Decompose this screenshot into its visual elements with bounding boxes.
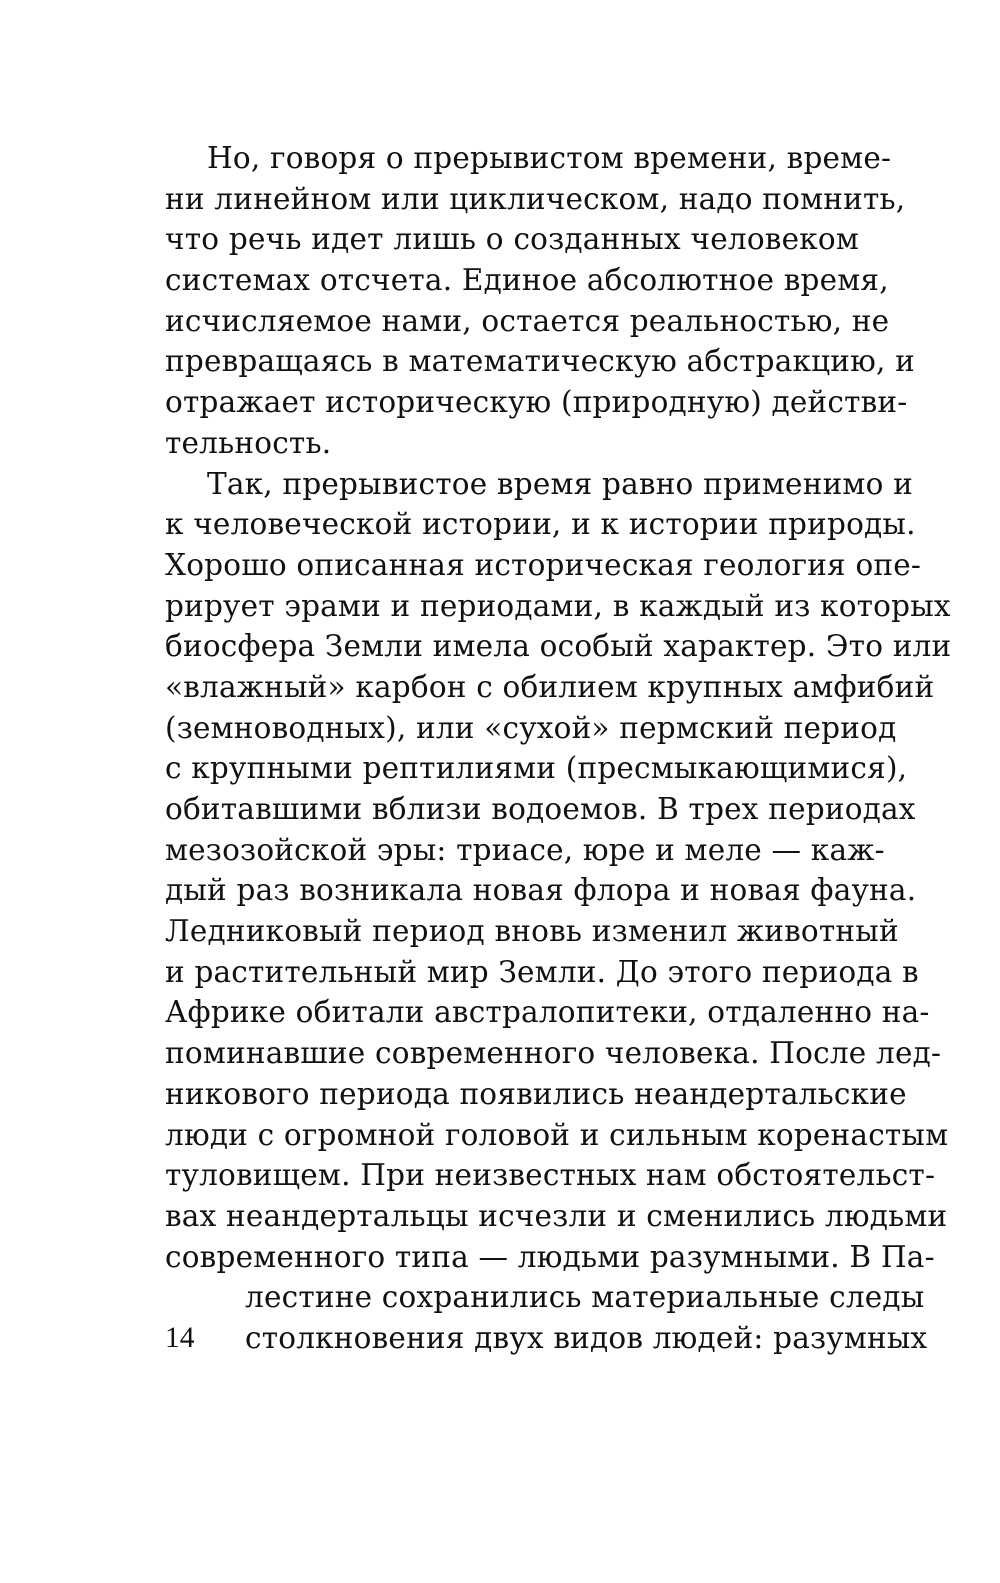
text-line: столкновения двух видов людей: разумных (245, 1320, 928, 1355)
text-line: что речь идет лишь о созданных человеком (165, 222, 859, 257)
paragraph-2 (165, 464, 952, 1359)
text-line: и растительный мир Земли. До этого периода в (165, 954, 919, 989)
text-line: Ледниковый период вновь изменил животный (165, 914, 899, 949)
text-line: тельность. (165, 425, 332, 460)
text-line: вах неандертальцы исчезли и сменились людьми (165, 1198, 948, 1233)
text-line: туловищем. При неизвестных нам обстоятельст- (165, 1158, 936, 1193)
text-line: рирует эрами и периодами, в каждый из которых (165, 588, 951, 623)
page-text (165, 138, 952, 1359)
text-line: ни линейном или циклическом, надо помнить, (165, 181, 906, 216)
text-line: обитавшими вблизи водоемов. В трех периодах (165, 792, 916, 826)
page-number: 14 (165, 1321, 195, 1354)
text-line: «влажный» карбон с обилием крупных амфибий (165, 669, 935, 704)
text-line: Африке обитали австралопитеки, отдаленно на- (165, 995, 930, 1030)
text-line: Хорошо описанная историческая геология опе- (165, 547, 922, 582)
footer-line (165, 1318, 928, 1359)
text-line: с крупными рептилиями (пресмыкающимися), (165, 751, 908, 786)
text-line: современного типа — людьми разумными. В Па- (165, 1239, 935, 1274)
text-line: биосфера Земли имела особый характер. Это или (165, 629, 952, 664)
text-line: люди с огромной головой и сильным коренастым (165, 1117, 949, 1152)
text-line: никового периода появились неандертальские (165, 1076, 907, 1111)
text-line: Так, прерывистое время равно применимо и (207, 466, 913, 501)
text-line: поминавшие современного человека. После лед- (165, 1036, 942, 1071)
paragraph-1 (165, 138, 916, 464)
text-line: Но, говоря о прерывистом времени, време- (207, 141, 892, 175)
text-line: превращаясь в математическую абстракцию, и (165, 344, 916, 379)
text-line: исчисляемое нами, остается реальностью, не (165, 303, 890, 338)
text-line: отражает историческую (природную) действи- (165, 385, 908, 420)
text-line: мезозойской эры: триасе, юре и меле — каж- (165, 832, 885, 867)
text-line: системах отсчета. Единое абсолютное время, (165, 263, 889, 298)
text-line: дый раз возникала новая флора и новая фауна. (165, 873, 917, 908)
text-line: (земноводных), или «сухой» пермский период (165, 710, 897, 745)
text-line: лестине сохранились материальные следы (245, 1280, 925, 1315)
text-line: к человеческой истории, и к истории природы. (165, 507, 916, 542)
